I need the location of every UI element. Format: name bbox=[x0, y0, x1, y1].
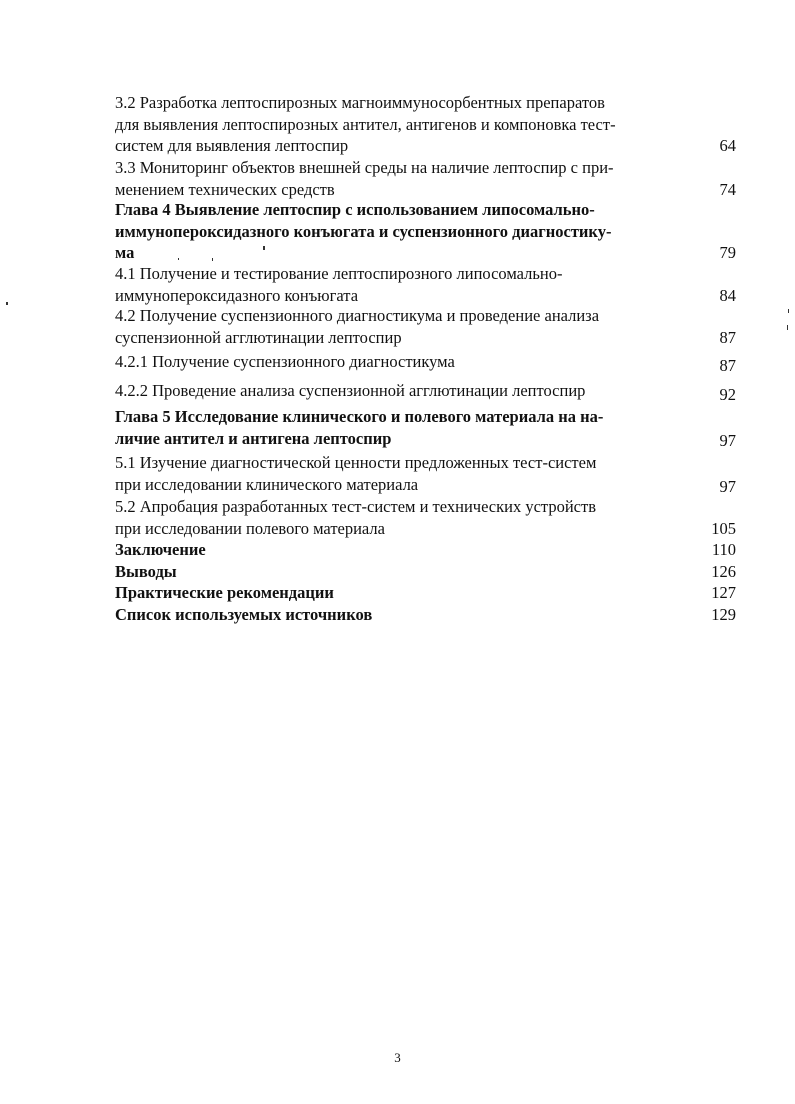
toc-line: 4.2.2 Проведение анализа суспензионной агглютинации лептоспир bbox=[115, 381, 586, 400]
toc-page-number: 74 bbox=[719, 179, 736, 199]
toc-entry-text bbox=[115, 582, 675, 604]
toc-line: менением технических средств bbox=[115, 179, 335, 199]
toc-line: для выявления лептоспирозных антител, антигенов и компоновка тест- bbox=[115, 114, 616, 134]
toc-entry-recommendations bbox=[115, 582, 740, 604]
toc-entry-references bbox=[115, 604, 740, 626]
toc-entry-findings bbox=[115, 561, 740, 583]
toc-line: 5.2 Апробация разработанных тест-систем и технических устройств bbox=[115, 497, 596, 516]
toc-entry-4-2-1 bbox=[115, 351, 740, 373]
toc-page-number: 126 bbox=[711, 562, 736, 581]
toc-line: Выводы bbox=[115, 562, 177, 581]
toc-page-number: 105 bbox=[711, 518, 736, 538]
toc-line: Практические рекомендации bbox=[115, 583, 334, 602]
toc-page-number: 79 bbox=[719, 243, 736, 262]
toc-entry-text bbox=[115, 157, 685, 200]
toc-entry-4-2-2 bbox=[115, 380, 740, 402]
toc-entry-3-3 bbox=[115, 157, 740, 200]
toc-page-number: 110 bbox=[711, 540, 736, 559]
toc-line: Глава 5 Исследование клинического и полевого материала на на- bbox=[115, 407, 604, 426]
toc-entry-text bbox=[115, 452, 685, 495]
toc-page-number: 92 bbox=[719, 385, 736, 404]
toc-line: 5.1 Изучение диагностической ценности предложенных тест-систем bbox=[115, 453, 597, 472]
toc-page-number: 127 bbox=[711, 583, 736, 602]
toc-entry-text bbox=[115, 351, 675, 373]
page-number: 3 bbox=[394, 1050, 401, 1065]
toc-line: при исследовании клинического материала bbox=[115, 474, 419, 494]
scan-speck bbox=[178, 258, 179, 260]
toc-entry-text bbox=[115, 380, 675, 402]
toc-line: при исследовании полевого материала bbox=[115, 518, 385, 538]
toc-entry-4-1 bbox=[115, 263, 740, 306]
toc-page-number: 84 bbox=[719, 285, 736, 305]
toc-page-number: 97 bbox=[719, 476, 736, 496]
toc-page-number: 87 bbox=[719, 356, 736, 375]
scan-speck bbox=[787, 325, 788, 330]
toc-line: Глава 4 Выявление лептоспир с использованием липосомально- bbox=[115, 200, 595, 219]
toc-line: систем для выявления лептоспир bbox=[115, 136, 349, 155]
toc-entry-chapter-4 bbox=[115, 199, 740, 264]
toc-entry-text bbox=[115, 263, 685, 306]
toc-entry-text bbox=[115, 305, 685, 348]
toc-line: ма bbox=[115, 243, 135, 262]
toc-line: Список используемых источников bbox=[115, 605, 373, 624]
toc-line: 4.2.1 Получение суспензионного диагностикума bbox=[115, 352, 455, 371]
toc-entry-text bbox=[115, 406, 685, 449]
toc-entry-text bbox=[115, 539, 675, 561]
toc-page-number: 64 bbox=[719, 136, 736, 155]
toc-line: 4.1 Получение и тестирование лептоспирозного липосомально- bbox=[115, 264, 563, 283]
toc-line: иммунопероксидазного конъюгата и суспензионного диагностику- bbox=[115, 221, 612, 241]
toc-entry-text bbox=[115, 199, 685, 264]
scan-speck bbox=[6, 302, 8, 305]
toc-entry-text bbox=[115, 92, 685, 157]
toc-page-number: 129 bbox=[711, 605, 736, 624]
toc-line: 4.2 Получение суспензионного диагностикума и проведение анализа bbox=[115, 306, 600, 325]
toc-entry-chapter-5 bbox=[115, 406, 740, 449]
toc-entry-3-2 bbox=[115, 92, 740, 157]
toc-line: Заключение bbox=[115, 540, 206, 559]
toc-line: суспензионной агглютинации лептоспир bbox=[115, 327, 402, 347]
toc-line: 3.3 Мониторинг объектов внешней среды на наличие лептоспир с при- bbox=[115, 158, 614, 177]
toc-entry-conclusion bbox=[115, 539, 740, 561]
toc-entry-5-2 bbox=[115, 496, 740, 539]
scan-speck bbox=[212, 258, 213, 261]
toc-line: иммунопероксидазного конъюгата bbox=[115, 285, 359, 305]
toc-entry-text bbox=[115, 496, 685, 539]
toc-line: личие антител и антигена лептоспир bbox=[115, 428, 392, 448]
scan-speck bbox=[263, 246, 265, 250]
toc-page-number: 87 bbox=[719, 327, 736, 347]
toc-entry-4-2 bbox=[115, 305, 740, 348]
toc-entry-text bbox=[115, 604, 675, 626]
scan-speck bbox=[788, 309, 789, 313]
toc-line: 3.2 Разработка лептоспирозных магноиммуносорбентных препаратов bbox=[115, 93, 605, 112]
toc-entry-text bbox=[115, 561, 675, 583]
toc-entry-5-1 bbox=[115, 452, 740, 495]
toc-page-number: 97 bbox=[719, 430, 736, 450]
